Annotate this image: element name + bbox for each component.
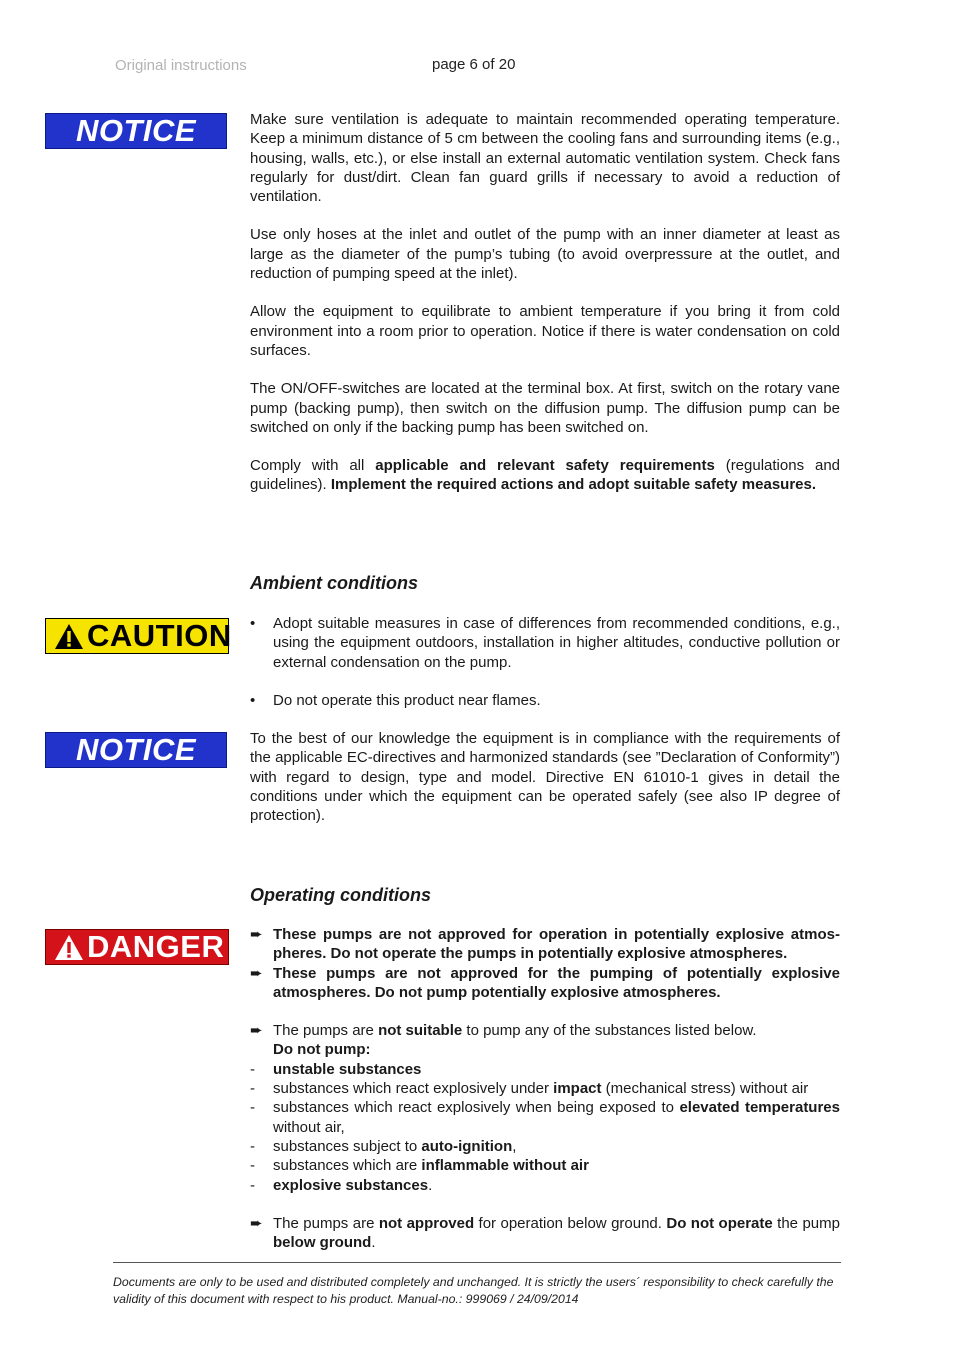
- bullet-marker: •: [250, 615, 256, 632]
- text-run-bold: applicable and relevant safety requirements: [375, 457, 715, 475]
- paragraph-hoses: Use only hoses at the inlet and outlet of the pump with an inner diameter at least as large as the diameter of the pump’s tubing (to avoid overpressure at the outlet, and reduction of pumping speed at the inlet).: [250, 226, 840, 283]
- paragraph-ambient-temperature: Allow the equipment to equilibrate to ambient temperature if you bring it from cold environment into a room prior to operation. Notice if there is water condensation on cold surfaces.: [250, 303, 840, 359]
- footer-divider: [113, 1262, 841, 1263]
- text-run: (mechanical stress) without air: [601, 1080, 809, 1098]
- text-run: substances subject to: [273, 1137, 422, 1155]
- notice-badge: [45, 732, 227, 768]
- dash-item: [250, 1137, 840, 1156]
- text-run-bold: Do not pump:: [273, 1041, 371, 1059]
- list-item: [250, 1021, 840, 1060]
- text-run: the pump: [772, 1214, 840, 1232]
- notice-section-compliance: [250, 729, 840, 825]
- notice-badge: [45, 113, 227, 149]
- dash-item: [250, 1060, 840, 1079]
- notice-label: NOTICE: [75, 732, 197, 767]
- dash-item: [250, 1098, 840, 1137]
- dash-marker: -: [250, 1157, 255, 1175]
- text-run-bold: unstable substances: [273, 1060, 422, 1078]
- caution-label: CAUTION: [87, 618, 232, 653]
- arrow-icon: ➨: [250, 926, 263, 943]
- text-run: without air,: [273, 1118, 345, 1136]
- text-run-bold: Implement the required actions and adopt suitable safety measures.: [330, 476, 817, 494]
- text-run-bold: auto-ignition: [421, 1137, 513, 1155]
- paragraph-safety-requirements: [250, 456, 840, 495]
- paragraph-compliance: To the best of our knowledge the equipment is in compliance with the requirements of the applicable EC-directives and harmonized standards (see ”Declaration of Conformity”) with regard to design, type and model. Directive EN 61010-1 gives in detail the conditions under which the equipment can be operated safely (see also IP degree of protection).: [250, 730, 840, 825]
- list-item: [250, 691, 840, 710]
- list-item: [250, 614, 840, 672]
- text-run: The pumps are: [273, 1214, 379, 1232]
- text-run: .: [428, 1176, 433, 1194]
- text-run: to pump any of the substances listed below.: [462, 1022, 757, 1040]
- text-run: ,: [512, 1137, 517, 1155]
- text-run: The pumps are: [273, 1022, 379, 1040]
- bullet-marker: •: [250, 691, 256, 709]
- dash-item: [250, 1079, 840, 1098]
- list-item-text: These pumps are not approved for the pumping of potentially explosive atmospheres. Do not pump potentially explosive atmospheres.: [273, 964, 840, 1001]
- text-run: (regulations and guidelines).: [250, 457, 841, 494]
- danger-section-operating: [250, 925, 840, 1252]
- danger-badge: [45, 929, 229, 965]
- list-item-text: Do not operate this product near flames.: [273, 691, 541, 709]
- text-run: substances which are: [273, 1157, 422, 1175]
- paragraph-ventilation: Make sure ventilation is adequate to maintain recommended operating temperature. Keep a minimum distance of 5 cm between the cooling fans and surrounding items (e.g., housing, walls, etc.), or else install an external automatic ventilation system. Check fans regularly for dust/dirt. Clean fan guard grills if necessary to avoid a reduction of ventilation.: [250, 111, 840, 206]
- text-run-bold: below ground: [273, 1234, 372, 1252]
- text-run: .: [371, 1234, 376, 1252]
- text-run: substances which react explosively under: [273, 1080, 554, 1098]
- text-run-bold: Do not operate: [666, 1214, 773, 1232]
- text-run-bold: not approved: [378, 1214, 475, 1232]
- dash-marker: -: [250, 1099, 255, 1117]
- dash-marker: -: [250, 1080, 255, 1098]
- header-document-type: Original instructions: [115, 57, 247, 74]
- text-run-bold: inflammable without air: [421, 1157, 589, 1175]
- warning-triangle-icon: [54, 623, 84, 650]
- arrow-icon: ➨: [250, 964, 263, 982]
- notice-label: NOTICE: [75, 113, 197, 148]
- dash-item: [250, 1176, 840, 1195]
- text-run: substances which react explosively when being exposed to: [273, 1099, 680, 1117]
- paragraph-switches: The ON/OFF-switches are located at the terminal box. At first, switch on the rotary vane pump (backing pump), then switch on the diffusion pump. The diffusion pump can be switched on only if the backing pump has been switched on.: [250, 380, 840, 436]
- text-run-bold: not suitable: [378, 1022, 463, 1040]
- dash-item: [250, 1156, 840, 1175]
- list-item-text: Adopt suitable measures in case of differences from recommended conditions, e.g., using the equipment outdoors, installation in higher altitudes, conductive pollution or external condensation on the pump.: [273, 615, 840, 671]
- heading-operating-conditions: Operating conditions: [250, 885, 432, 905]
- notice-section-ventilation: [250, 110, 840, 495]
- dash-marker: -: [250, 1060, 255, 1078]
- text-run-bold: elevated temperatures: [679, 1099, 840, 1117]
- footer-disclaimer: Documents are only to be used and distributed completely and unchanged. It is strictly the users´ responsibility to check carefully the validity of this document with respect to his product. Manual-no.: 999069 / 24/09/2014: [113, 1275, 834, 1306]
- text-run: Comply with all: [250, 457, 376, 475]
- list-item: [250, 925, 840, 964]
- list-item-text: These pumps are not approved for operation in potentially explosive atmospheres. Do not operate the pumps in potentially explosive atmospheres.: [273, 926, 840, 963]
- text-run-bold: impact: [553, 1080, 602, 1098]
- warning-triangle-icon: [54, 934, 84, 961]
- heading-ambient-conditions: Ambient conditions: [250, 573, 418, 593]
- text-run: for operation below ground.: [474, 1214, 667, 1232]
- arrow-icon: ➨: [250, 1214, 263, 1232]
- dash-marker: -: [250, 1176, 255, 1194]
- list-item: [250, 964, 840, 1003]
- caution-section-ambient: [250, 614, 840, 710]
- caution-badge: [45, 618, 232, 654]
- arrow-icon: ➨: [250, 1022, 263, 1040]
- dash-marker: -: [250, 1137, 255, 1155]
- danger-label: DANGER: [87, 929, 225, 964]
- list-item: [250, 1214, 840, 1253]
- text-run-bold: explosive substances: [273, 1176, 429, 1194]
- page-number: page 6 of 20: [432, 56, 516, 73]
